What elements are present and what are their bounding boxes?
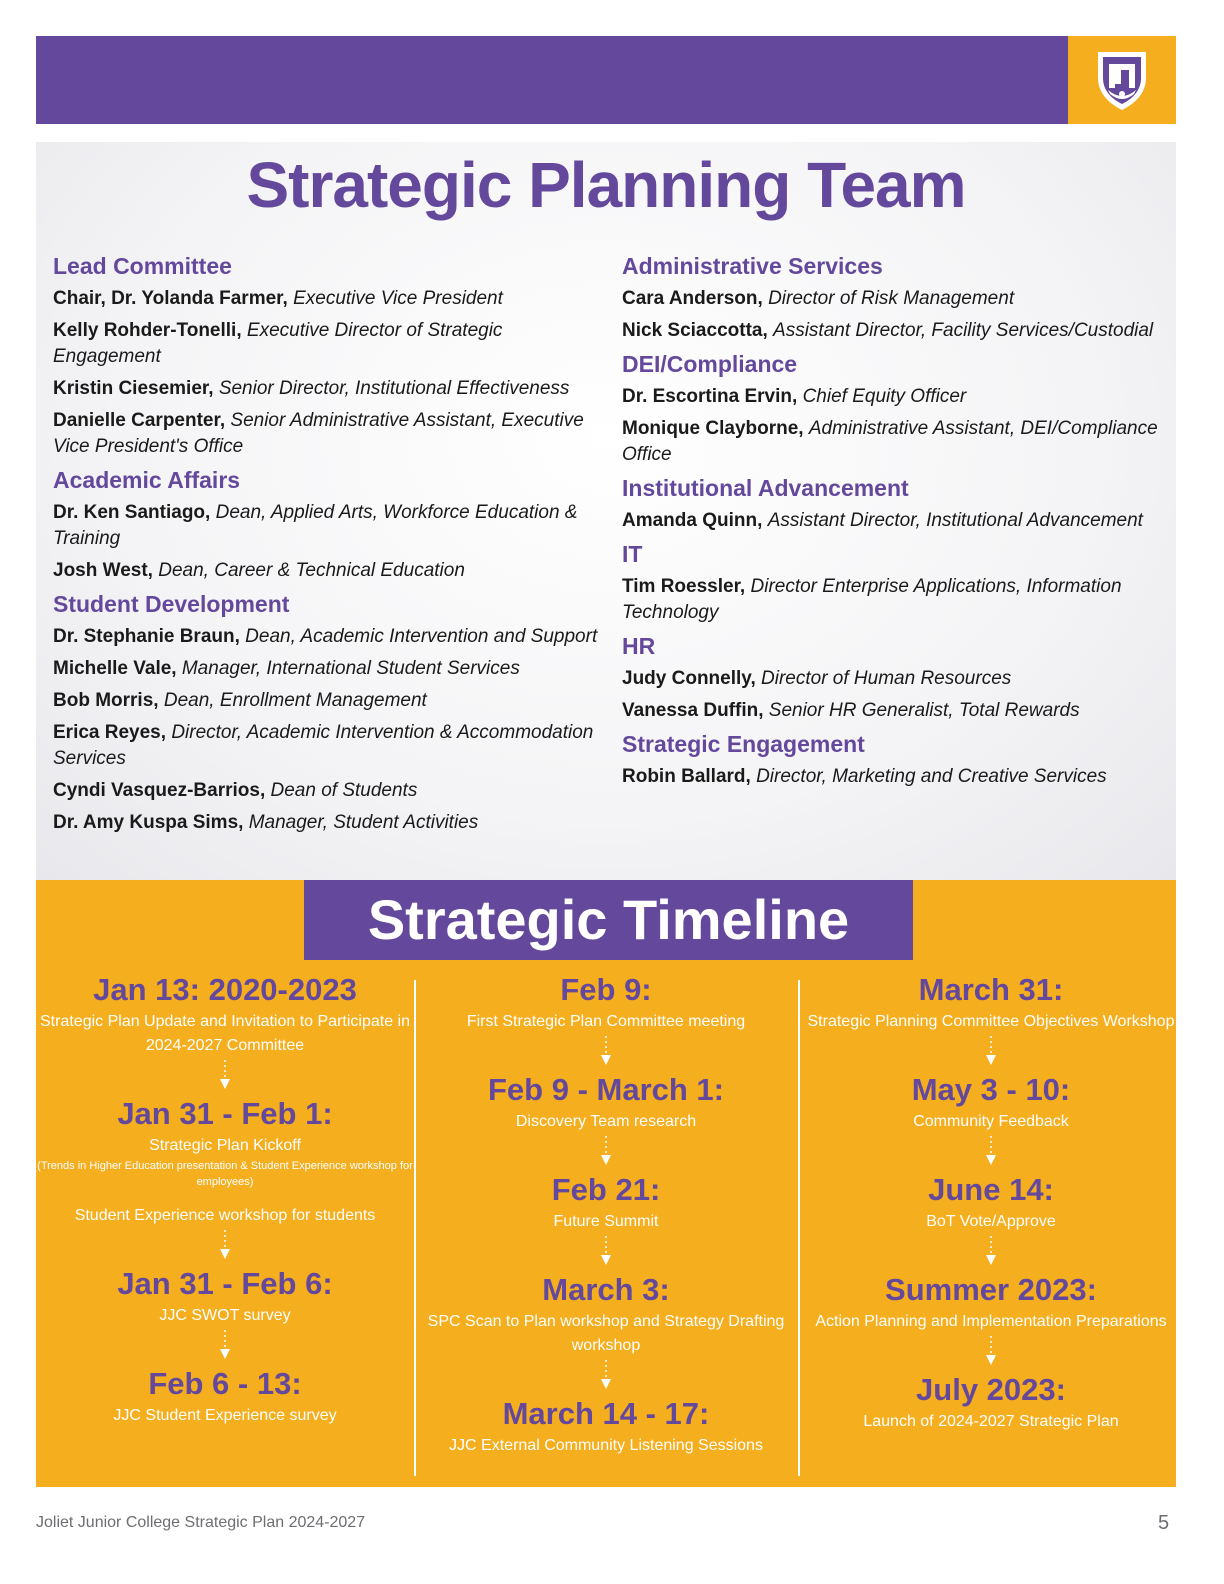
timeline-event: [802, 1070, 1180, 1134]
down-arrow-icon: [219, 1060, 231, 1090]
team-member: [53, 376, 613, 402]
event-date: July 2023:: [916, 1372, 1066, 1407]
team-member: [53, 688, 613, 714]
team-member: [53, 624, 613, 650]
event-description: Strategic Plan Update and Invitation to Participate in 2024-2027 Committee: [40, 1013, 410, 1054]
shield-crest-icon: [1094, 48, 1150, 112]
team-member: [622, 666, 1176, 692]
team-member: [622, 764, 1176, 790]
member-name: Michelle Vale,: [53, 658, 177, 679]
member-name: Chair, Dr. Yolanda Farmer,: [53, 288, 288, 309]
event-description: Discovery Team research: [515, 1113, 697, 1130]
member-role: Manager, Student Activities: [248, 812, 479, 833]
member-role: Director Enterprise Applications, Information Technology: [622, 576, 1122, 623]
team-section: [622, 730, 1176, 790]
event-date: Feb 9:: [560, 972, 652, 1007]
member-role: Director, Academic Intervention & Accommodation Services: [53, 722, 594, 769]
down-arrow-icon: [985, 1136, 997, 1166]
member-name: Amanda Quinn,: [622, 510, 763, 531]
event-note: (Trends in Higher Education presentation & Student Experience workshop for employees): [37, 1160, 413, 1188]
page-number: 5: [1158, 1512, 1170, 1534]
member-role: Manager, International Student Services: [181, 658, 520, 679]
section-heading: Academic Affairs: [53, 467, 241, 493]
down-arrow-icon: [600, 1136, 612, 1166]
timeline-panel: [36, 880, 1176, 1487]
member-role: Director of Risk Management: [768, 288, 1015, 309]
timeline-title: Strategic Timeline: [367, 888, 850, 951]
team-member: [622, 384, 1176, 410]
member-name: Nick Sciaccotta,: [622, 320, 768, 341]
event-description: Strategic Planning Committee Objectives Workshop: [807, 1013, 1175, 1030]
member-name: Dr. Ken Santiago,: [53, 502, 211, 523]
event-date: March 14 - 17:: [502, 1396, 710, 1431]
member-role: Dean, Academic Intervention and Support: [245, 626, 598, 647]
member-role: Senior Director, Institutional Effectiveness: [218, 378, 570, 399]
timeline-event: [36, 1094, 414, 1228]
member-name: Dr. Amy Kuspa Sims,: [53, 812, 244, 833]
member-name: Cara Anderson,: [622, 288, 763, 309]
event-description: BoT Vote/Approve: [926, 1213, 1056, 1230]
member-name: Dr. Stephanie Braun,: [53, 626, 240, 647]
spacer: [36, 1190, 414, 1204]
member-role: Administrative Assistant, DEI/Compliance Office: [622, 418, 1158, 465]
team-member: [53, 318, 613, 370]
member-role: Senior HR Generalist, Total Rewards: [768, 700, 1080, 721]
timeline-event: [36, 1364, 414, 1428]
event-description: JJC SWOT survey: [159, 1307, 291, 1324]
member-name: Monique Clayborne,: [622, 418, 804, 439]
member-name: Robin Ballard,: [622, 766, 751, 787]
down-arrow-icon: [985, 1036, 997, 1066]
timeline-event: [36, 970, 414, 1058]
down-arrow-icon: [600, 1360, 612, 1390]
member-role: Dean, Enrollment Management: [163, 690, 427, 711]
member-role: Director, Marketing and Creative Services: [756, 766, 1107, 787]
timeline-event: [36, 1264, 414, 1328]
planning-team-panel: [36, 142, 1176, 882]
timeline-event: [417, 970, 795, 1034]
team-member: [53, 286, 613, 312]
event-date: Jan 31 - Feb 1:: [117, 1096, 333, 1131]
timeline-column-2: [417, 970, 795, 1458]
team-member: [53, 656, 613, 682]
member-role: Dean, Applied Arts, Workforce Education & Training: [53, 502, 578, 549]
team-member: [622, 508, 1176, 534]
down-arrow-icon: [600, 1236, 612, 1266]
section-heading: IT: [622, 541, 643, 567]
member-role: Executive Director of Strategic Engagement: [53, 320, 503, 367]
member-role: Assistant Director, Institutional Advancement: [767, 510, 1143, 531]
event-description: JJC External Community Listening Sessions: [449, 1437, 763, 1454]
section-heading: Student Development: [53, 591, 290, 617]
timeline-event: [417, 1270, 795, 1358]
event-date: June 14:: [928, 1172, 1054, 1207]
member-name: Judy Connelly,: [622, 668, 756, 689]
event-description: Action Planning and Implementation Preparations: [815, 1313, 1167, 1330]
section-heading: Strategic Engagement: [622, 731, 865, 757]
team-member: [622, 698, 1176, 724]
section-heading: Institutional Advancement: [622, 475, 909, 501]
event-description: Future Summit: [553, 1213, 659, 1230]
team-member: [622, 318, 1176, 344]
member-role: Director of Human Resources: [761, 668, 1012, 689]
event-description: Student Experience workshop for students: [74, 1207, 376, 1224]
team-member: [53, 408, 613, 460]
event-date: Jan 13: 2020-2023: [93, 972, 357, 1007]
team-member: [53, 720, 613, 772]
team-section: [622, 350, 1176, 468]
down-arrow-icon: [219, 1230, 231, 1260]
timeline-column-1: [36, 970, 414, 1428]
event-date: Feb 21:: [551, 1172, 661, 1207]
section-heading: Administrative Services: [622, 253, 883, 279]
banner-logo-block: [1068, 36, 1176, 124]
member-name: Josh West,: [53, 560, 153, 581]
footer-title: Joliet Junior College Strategic Plan 2024-2027: [36, 1514, 366, 1531]
member-name: Dr. Escortina Ervin,: [622, 386, 798, 407]
timeline-column-3: [802, 970, 1180, 1434]
member-name: Cyndi Vasquez-Barrios,: [53, 780, 266, 801]
timeline-divider: [798, 980, 800, 1476]
event-date: Feb 6 - 13:: [148, 1366, 302, 1401]
member-name: Erica Reyes,: [53, 722, 167, 743]
team-member: [53, 500, 613, 552]
team-member: [53, 778, 613, 804]
event-date: March 31:: [918, 972, 1064, 1007]
member-name: Kelly Rohder-Tonelli,: [53, 320, 242, 341]
event-description: Strategic Plan Kickoff: [149, 1137, 301, 1154]
team-left-column: [53, 252, 613, 842]
team-member: [53, 558, 613, 584]
timeline-event: [417, 1394, 795, 1458]
member-role: Dean of Students: [270, 780, 418, 801]
member-role: Executive Vice President: [293, 288, 503, 309]
event-date: Feb 9 - March 1:: [488, 1072, 724, 1107]
team-member: [622, 286, 1176, 312]
event-description: JJC Student Experience survey: [113, 1407, 337, 1424]
timeline-event: [802, 970, 1180, 1034]
member-name: Vanessa Duffin,: [622, 700, 764, 721]
timeline-event: [417, 1070, 795, 1134]
team-member: [53, 810, 613, 836]
down-arrow-icon: [219, 1330, 231, 1360]
banner-purple-bar: [36, 36, 1068, 124]
member-name: Danielle Carpenter,: [53, 410, 226, 431]
team-right-column: [622, 252, 1176, 796]
section-heading: Lead Committee: [53, 253, 232, 279]
team-section: [53, 466, 613, 584]
event-date: Summer 2023:: [885, 1272, 1097, 1307]
down-arrow-icon: [985, 1236, 997, 1266]
timeline-event: [417, 1170, 795, 1234]
team-section: [53, 590, 613, 836]
team-section: [622, 632, 1176, 724]
timeline-event: [802, 1170, 1180, 1234]
team-member: [622, 574, 1176, 626]
event-date: May 3 - 10:: [911, 1072, 1071, 1107]
section-heading: DEI/Compliance: [622, 351, 798, 377]
event-description: First Strategic Plan Committee meeting: [466, 1013, 746, 1030]
down-arrow-icon: [600, 1036, 612, 1066]
timeline-event: [802, 1370, 1180, 1434]
member-name: Kristin Ciesemier,: [53, 378, 214, 399]
member-role: Assistant Director, Facility Services/Custodial: [773, 320, 1154, 341]
timeline-divider: [414, 980, 416, 1476]
team-section: [622, 540, 1176, 626]
header-banner: [36, 36, 1176, 124]
team-member: [622, 416, 1176, 468]
member-role: Dean, Career & Technical Education: [158, 560, 465, 581]
member-role: Senior Administrative Assistant, Executive Vice President's Office: [53, 410, 584, 457]
section-heading: HR: [622, 633, 656, 659]
member-name: Tim Roessler,: [622, 576, 746, 597]
event-description: Launch of 2024-2027 Strategic Plan: [863, 1413, 1119, 1430]
page-title: Strategic Planning Team: [246, 149, 966, 221]
team-section: [53, 252, 613, 460]
timeline-event: [802, 1270, 1180, 1334]
timeline-title-box: [304, 880, 913, 960]
event-description: Community Feedback: [913, 1113, 1069, 1130]
event-date: Jan 31 - Feb 6:: [117, 1266, 333, 1301]
member-name: Bob Morris,: [53, 690, 159, 711]
team-section: [622, 474, 1176, 534]
event-date: March 3:: [542, 1272, 670, 1307]
team-section: [622, 252, 1176, 344]
member-role: Chief Equity Officer: [802, 386, 967, 407]
event-description: SPC Scan to Plan workshop and Strategy Drafting workshop: [427, 1313, 785, 1354]
down-arrow-icon: [985, 1336, 997, 1366]
